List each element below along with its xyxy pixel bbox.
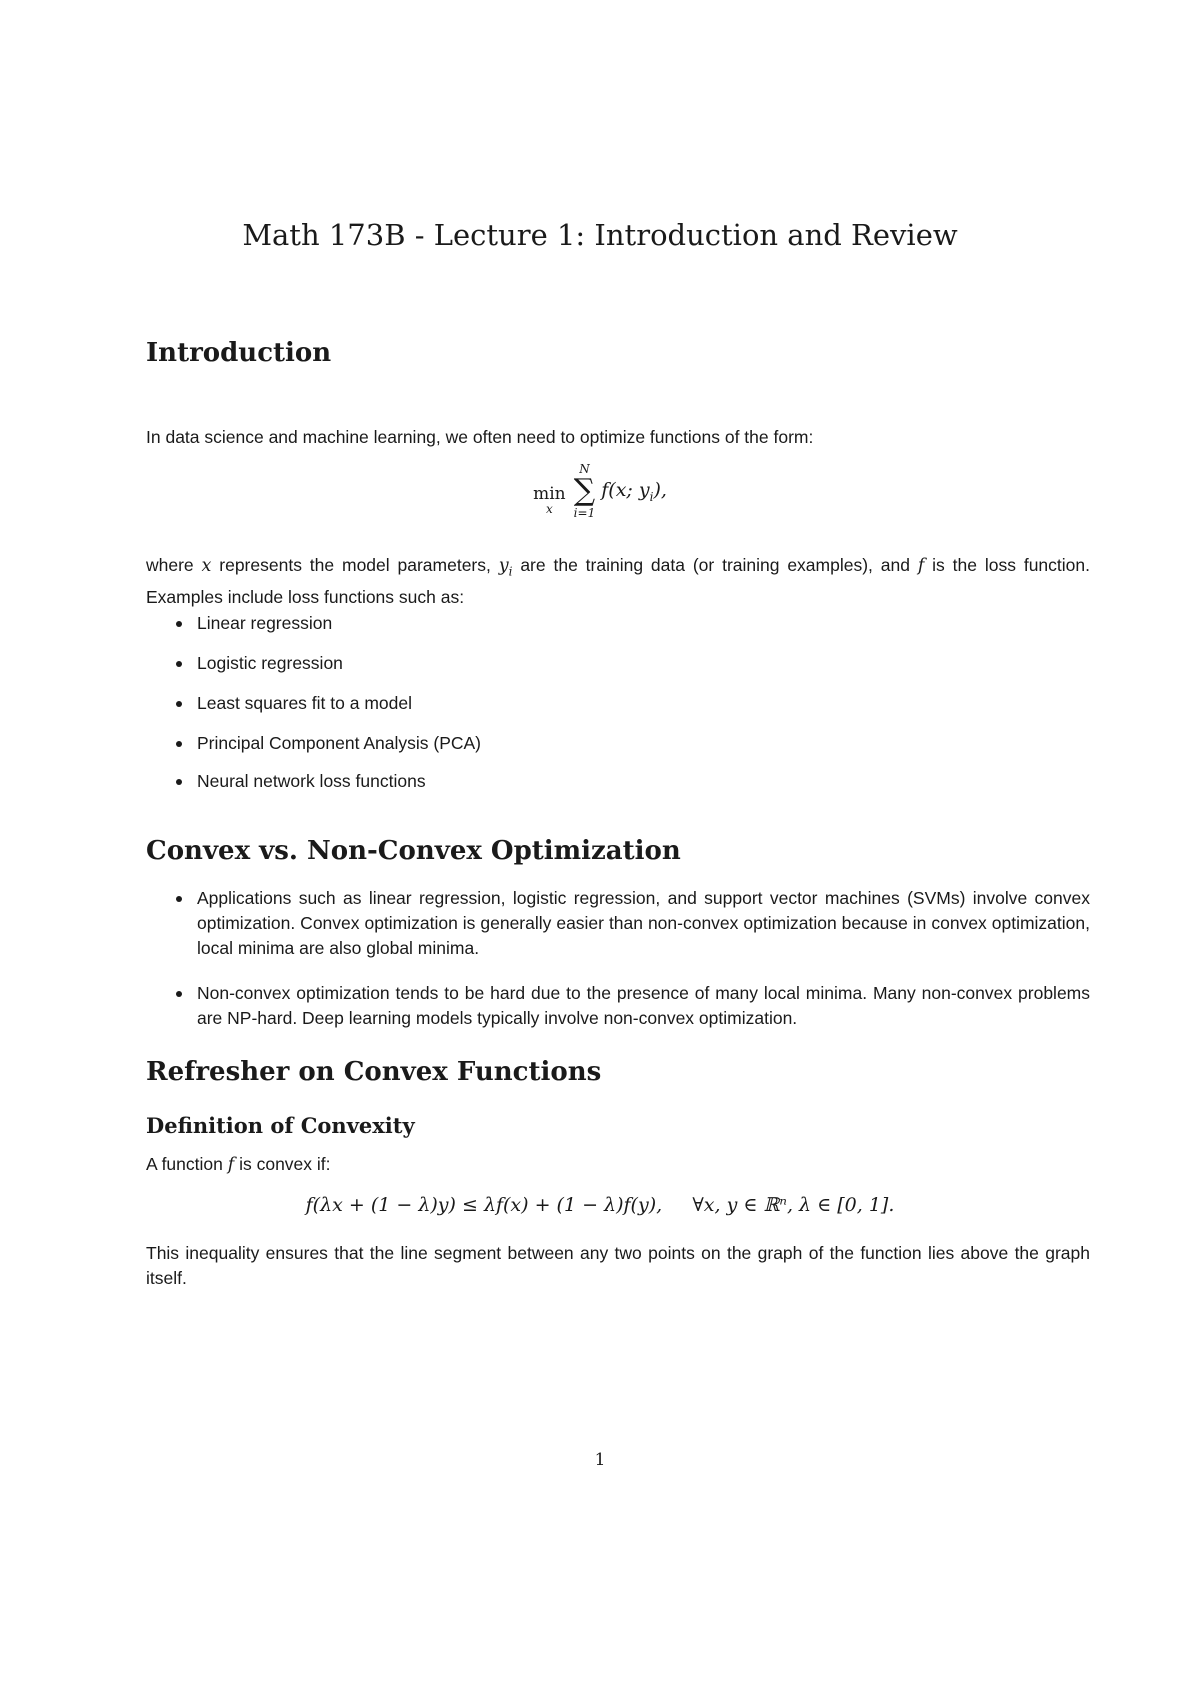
list-item [146,731,1090,756]
text-run: are the training data (or training examples), and [512,555,918,575]
list-item-text: Principal Component Analysis (PCA) [197,733,482,753]
intro-lead-paragraph: In data science and machine learning, we often need to optimize functions of the form: [146,427,814,447]
convexity-closing-paragraph: This inequality ensures that the line segment between any two points on the graph of the function lies above the graph itself. [146,1243,1090,1288]
convex-comparison-list [146,886,1090,1031]
objective-equation [0,462,1200,520]
math-f: f [227,1155,235,1175]
text-run: where [146,555,202,575]
list-item [146,651,1090,676]
min-subscript: x [545,502,553,516]
section-heading-introduction: Introduction [146,338,332,368]
convexity-inequality-text: f(λx + (1 − λ)y) ≤ λf(x) + (1 − λ)f(y), ∀x, y ∈ ℝⁿ, λ ∈ [0, 1]. [305,1194,895,1216]
text-run: A function [146,1154,228,1174]
convexity-lead-paragraph [146,1152,1090,1178]
text-run: is the loss function. Examples include loss functions such as: [146,555,1090,607]
list-item [146,886,1090,961]
intro-explanation-paragraph [146,553,1090,610]
objective-body-subscript: i [649,489,654,504]
list-item [146,691,1090,716]
list-item-text: Neural network loss functions [197,771,426,791]
text-run: represents the model parameters, [211,555,499,575]
list-item-text: Least squares fit to a model [197,693,412,713]
math-f: f [917,556,925,576]
math-y-subscript: i [508,564,513,579]
section-heading-convex-vs-nonconvex: Convex vs. Non-Convex Optimization [146,836,681,866]
list-item-text: Applications such as linear regression, logistic regression, and support vector machines (SVMs) involve convex optimization. Convex optimization is generally easier than non-convex optimization because in convex optimization, local minima are also global minima. [197,888,1090,958]
sum-upper-limit: N [579,462,590,476]
math-x: x [201,556,212,576]
list-item [146,769,1090,794]
bullet-icon [176,991,182,997]
list-item-text: Non-convex optimization tends to be hard due to the presence of many local minima. Many non-convex problems are NP-hard. Deep learning models typically involve non-convex optimization. [197,983,1090,1028]
list-item-text: Linear regression [197,613,333,633]
sum-operator [574,462,596,520]
objective-body-main: f(x; y [601,478,650,501]
math-y: y [498,556,509,576]
bullet-icon [176,741,182,747]
objective-body [601,478,667,504]
list-item [146,611,1090,636]
min-operator [533,467,566,515]
page-number: 1 [594,1450,606,1470]
page-title: Math 173B - Lecture 1: Introduction and Review [242,218,958,252]
bullet-icon [176,621,182,627]
text-run: is convex if: [234,1154,331,1174]
bullet-icon [176,896,182,902]
bullet-icon [176,779,182,785]
min-label: min [533,484,566,504]
section-heading-refresher: Refresher on Convex Functions [146,1057,602,1087]
list-item-text: Logistic regression [197,653,343,673]
convexity-inequality [0,1194,1200,1216]
loss-function-examples-list [146,611,1090,794]
list-item [146,981,1090,1031]
bullet-icon [176,701,182,707]
sum-lower-limit: i=1 [573,506,596,520]
bullet-icon [176,661,182,667]
objective-body-tail: ), [653,478,667,501]
sum-symbol: ∑ [573,473,596,508]
subsection-heading-definition: Definition of Convexity [146,1113,415,1138]
